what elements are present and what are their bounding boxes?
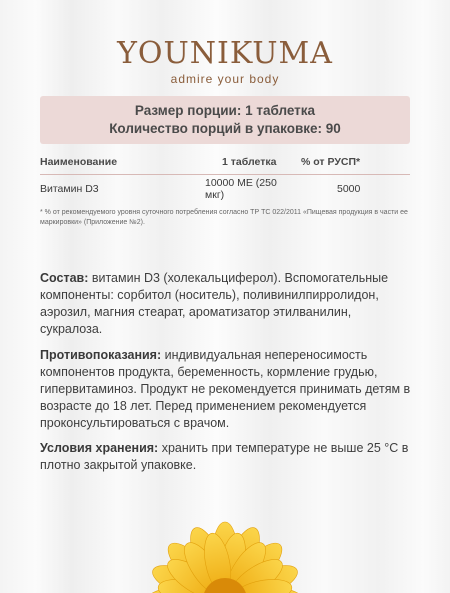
cell-amount: 10000 МЕ (250 мкг) — [205, 177, 277, 201]
composition-label: Состав: — [40, 271, 89, 285]
flower-petal — [147, 587, 217, 593]
flower-petal — [219, 537, 272, 593]
footnote: * % от рекомендуемого уровня суточного потребления согласно ТР ТС 022/2011 «Пищевая продукция в части ее маркировки» (Приложение №2). — [40, 209, 408, 226]
storage-text: хранить при температуре не выше 25 °С в плотно закрытой упаковке. — [40, 441, 409, 472]
flower-center — [203, 578, 247, 593]
flower-petal — [162, 552, 225, 593]
contraindications-text: индивидуальная непереносимость компонентов продукта, беременность, кормление грудью, гипервитаминоз. Продукт не рекомендуется принимать детям в возрасте до 18 лет. Перед применением рекомендуется проконсультироваться с врачом. — [40, 348, 411, 430]
contraindications-label: Противопоказания: — [40, 348, 162, 362]
brand-name: YOUNIKUMA — [117, 36, 333, 71]
flower-petal — [215, 531, 250, 593]
flower-petal — [148, 558, 223, 593]
serving-info-box — [40, 96, 410, 144]
header-per-tablet: 1 таблетка — [222, 156, 277, 168]
header-name: Наименование — [40, 156, 118, 168]
contraindications-section — [40, 347, 415, 432]
flower-petal — [221, 536, 289, 593]
flower-petal — [161, 536, 229, 593]
brand-logo — [0, 38, 450, 86]
flower-petal — [200, 531, 235, 593]
composition-text: витамин D3 (холекальциферол). Вспомогательные компоненты: сорбитол (носитель), поливинилпирролидон, аэрозил, магния стеарат, ароматизатор этилванилин, сукралоза. — [40, 271, 389, 336]
flower-petal — [233, 587, 303, 593]
flower-petal — [216, 523, 267, 593]
flower-petal — [231, 575, 295, 593]
cell-percent: 5000 — [337, 183, 361, 195]
storage-label: Условия хранения: — [40, 441, 159, 455]
flower-petals — [147, 522, 303, 593]
table-row — [40, 178, 410, 200]
flower-petal — [177, 537, 230, 593]
header-percent: % от РУСП* — [301, 156, 361, 168]
flower-petal — [212, 522, 238, 592]
flower-petal — [156, 575, 220, 593]
serving-size: Размер порции: 1 таблетка — [134, 103, 316, 118]
brand-tagline: admire your body — [170, 72, 280, 86]
storage-section — [40, 440, 415, 474]
flower-petal — [227, 558, 302, 593]
composition-section — [40, 270, 415, 338]
table-header — [40, 150, 410, 175]
flower-petal — [225, 552, 288, 593]
nutrition-table — [40, 150, 410, 200]
flower-petal — [183, 523, 234, 593]
serving-count: Количество порций в упаковке: 90 — [109, 121, 341, 136]
cell-name: Витамин D3 — [40, 183, 99, 195]
